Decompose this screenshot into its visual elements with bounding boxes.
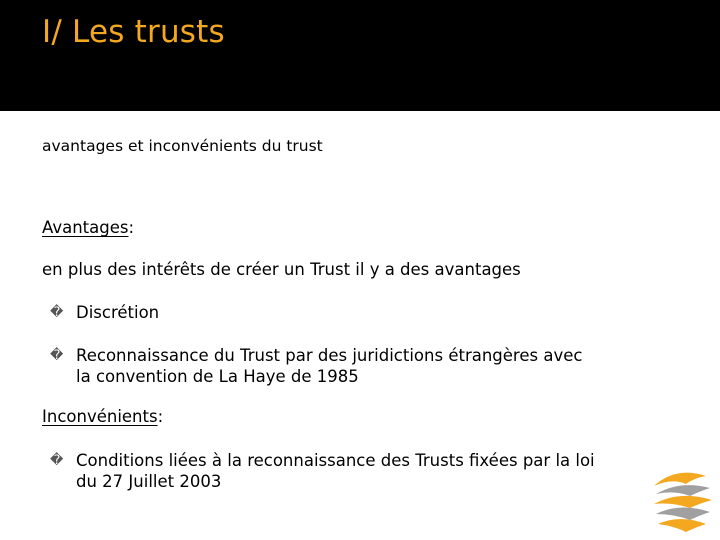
bullet-icon: � (50, 305, 64, 320)
intro-text: en plus des intérêts de créer un Trust il y a des avantages (42, 260, 521, 279)
advantages-heading-line (42, 218, 134, 237)
slide-title: I/ Les trusts (42, 14, 225, 50)
slide-subtitle: avantages et inconvénients du trust (42, 137, 323, 155)
list-item (50, 450, 595, 492)
bullet-icon: � (50, 453, 64, 468)
bullet-icon: � (50, 348, 64, 363)
disadvantages-heading-line (42, 407, 163, 426)
advantage-item: Reconnaissance du Trust par des juridictions étrangères avec la convention de La Haye de 1985 (76, 346, 583, 386)
colon: : (128, 218, 135, 237)
colon: : (157, 407, 164, 426)
swirl-logo-icon (646, 464, 718, 536)
advantage-item: Discrétion (76, 303, 160, 322)
disadvantage-item: Conditions liées à la reconnaissance des Trusts fixées par la loi du 27 Juillet 2003 (76, 451, 595, 491)
disadvantages-heading: Inconvénients (42, 407, 158, 426)
list-item (50, 302, 610, 323)
list-item (50, 345, 590, 387)
advantages-heading: Avantages (42, 218, 129, 237)
